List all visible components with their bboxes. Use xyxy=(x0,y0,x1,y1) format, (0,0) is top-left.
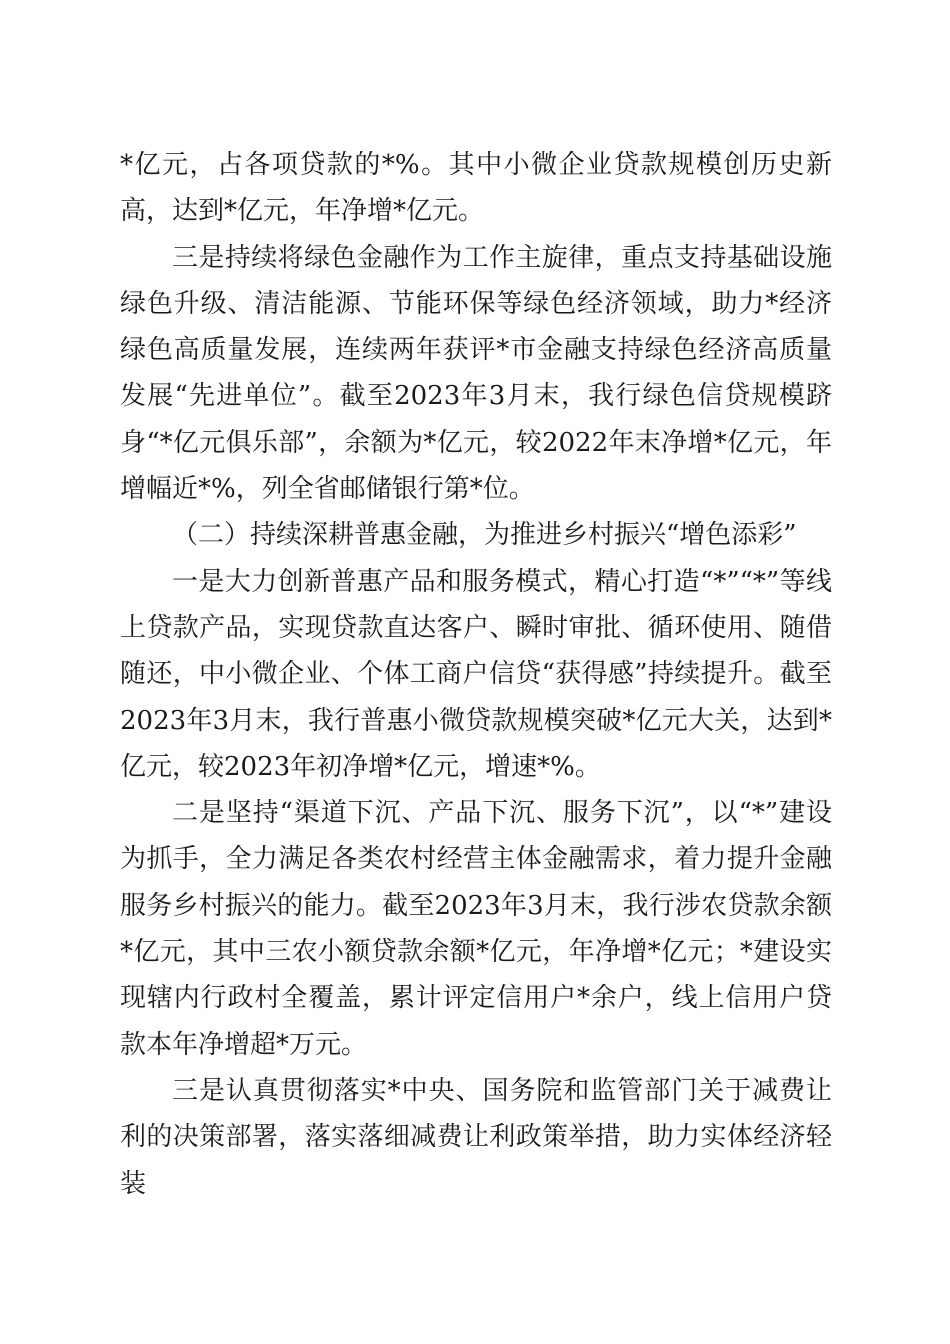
paragraph-continuation: *亿元，占各项贷款的*%。其中小微企业贷款规模创历史新高，达到*亿元，年净增*亿元。 xyxy=(120,150,832,227)
paragraph-green-finance: 三是持续将绿色金融作为工作主旋律，重点支持基础设施绿色升级、清洁能源、节能环保等绿色经济领域，助力*经济绿色高质量发展，连续两年获评*市金融支持绿色经济高质量发展“先进单位”。截至2023年3月末，我行绿色信贷规模跻身“*亿元俱乐部”，余额为*亿元，较2022年末净增*亿元，年增幅近*%，列全省邮储银行第*位。 xyxy=(120,242,832,505)
paragraph-rural-channels: 二是坚持“渠道下沉、产品下沉、服务下沉”，以“*”建设为抓手，全力满足各类农村经营主体金融需求，着力提升金融服务乡村振兴的能力。截至2023年3月末，我行涉农贷款余额*亿元，其中三农小额贷款余额*亿元，年净增*亿元；*建设实现辖内行政村全覆盖，累计评定信用户*余户，线上信用户贷款本年净增超*万元。 xyxy=(120,798,832,1060)
paragraph-fee-reduction: 三是认真贯彻落实*中央、国务院和监管部门关于减费让利的决策部署，落实落细减费让利政策举措，助力实体经济轻装 xyxy=(120,1075,832,1199)
document-body xyxy=(120,142,832,1207)
paragraph-inclusive-products: 一是大力创新普惠产品和服务模式，精心打造“*”“*”等线上贷款产品，实现贷款直达客户、瞬时审批、循环使用、随借随还，中小微企业、个体工商户信贷“获得感”持续提升。截至2023年3月末，我行普惠小微贷款规模突破*亿元大关，达到*亿元，较2023年初净增*亿元，增速*%。 xyxy=(120,566,832,782)
section-heading-inclusive-finance: （二）持续深耕普惠金融，为推进乡村振兴“增色添彩” xyxy=(172,520,797,551)
